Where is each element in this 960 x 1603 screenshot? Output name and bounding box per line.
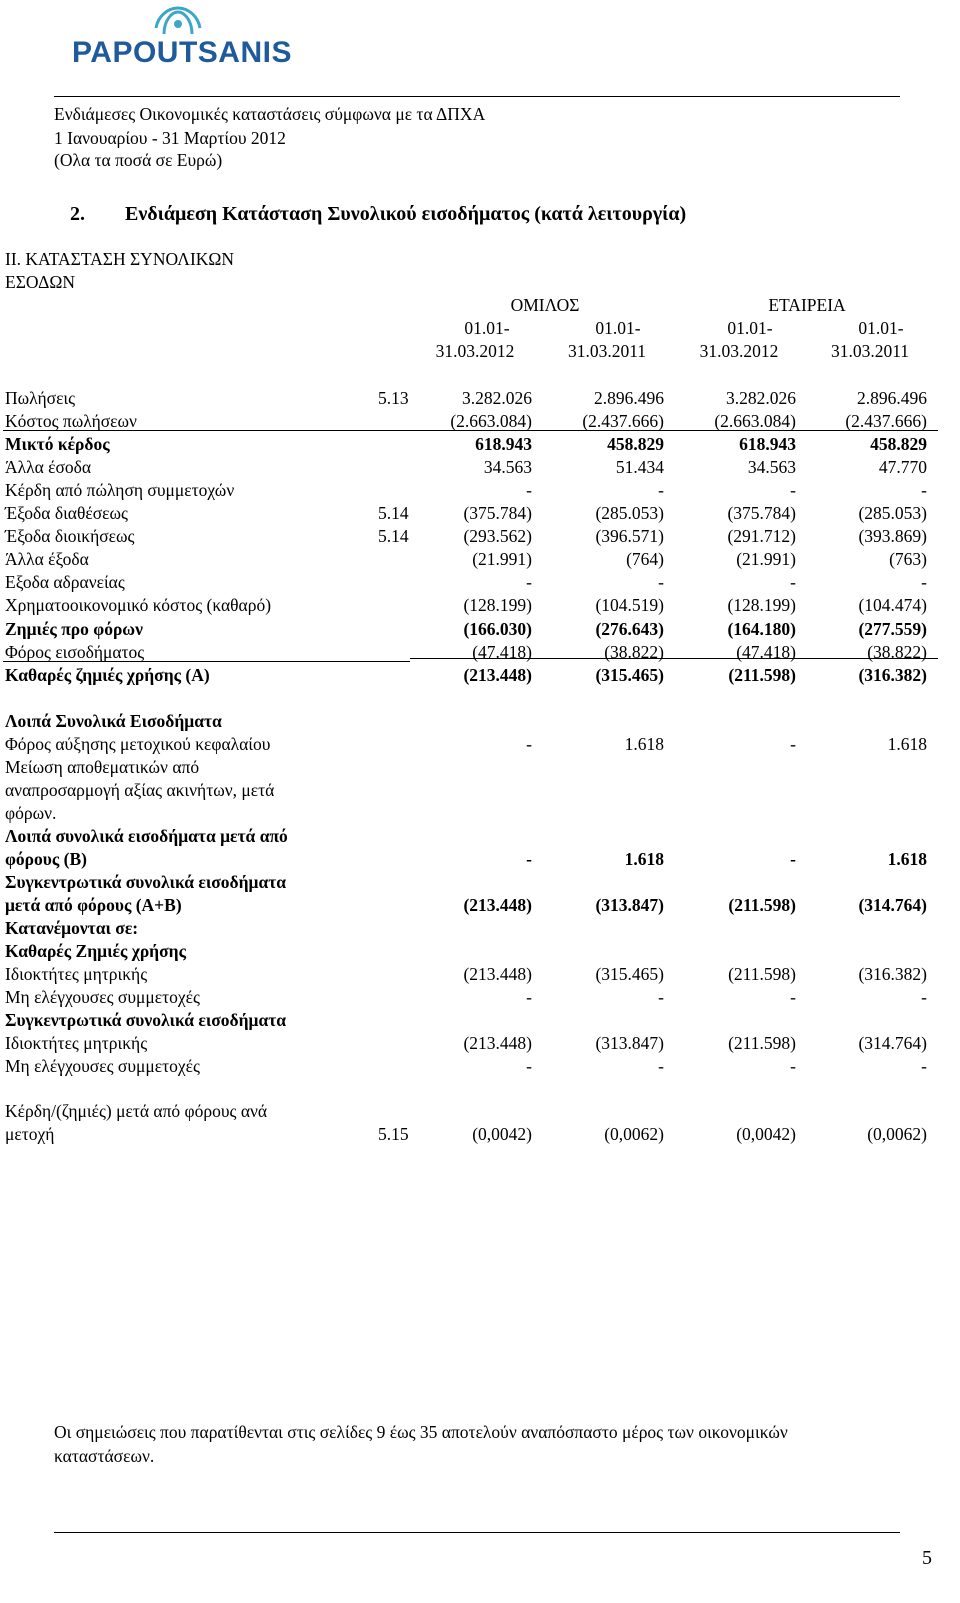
row-label: Έξοδα διαθέσεως bbox=[5, 503, 128, 523]
row-value-col3: - bbox=[790, 987, 796, 1007]
row-value-col4: (316.382) bbox=[858, 665, 927, 685]
row-value-col4: - bbox=[921, 987, 927, 1007]
row-value-col3: (375.784) bbox=[727, 503, 796, 523]
row-value-col4: 1.618 bbox=[887, 734, 927, 754]
row-value-col1: (213.448) bbox=[463, 964, 532, 984]
row-label: Χρηματοοικονομικό κόστος (καθαρό) bbox=[5, 595, 272, 615]
table-rule bbox=[3, 661, 410, 662]
col2-period-from: 01.01- bbox=[595, 318, 641, 338]
row-value-col2: (104.519) bbox=[595, 595, 664, 615]
row-value-col3: - bbox=[790, 1056, 796, 1076]
row-value-col3: (211.598) bbox=[728, 895, 796, 915]
row-value-col4: (0,0062) bbox=[867, 1124, 927, 1144]
row-value-col2: (396.571) bbox=[595, 526, 664, 546]
row-label: Συγκεντρωτικά συνολικά εισοδήματα bbox=[5, 1010, 287, 1030]
row-label: Συγκεντρωτικά συνολικά εισοδήματα bbox=[5, 872, 287, 892]
row-value-col4: (285.053) bbox=[858, 503, 927, 523]
row-value-col1: - bbox=[526, 480, 532, 500]
row-value-col2: (315.465) bbox=[595, 665, 664, 685]
row-value-col2: (0,0062) bbox=[604, 1124, 664, 1144]
row-label: Ιδιοκτήτες μητρικής bbox=[5, 964, 148, 984]
report-header-period: 1 Ιανουαρίου - 31 Μαρτίου 2012 bbox=[54, 128, 286, 148]
row-value-col3: - bbox=[790, 480, 796, 500]
row-value-col3: (211.598) bbox=[728, 1033, 796, 1053]
row-note: 5.14 bbox=[378, 526, 409, 546]
footnote-line1: Οι σημειώσεις που παρατίθενται στις σελίδες 9 έως 35 αποτελούν αναπόσπαστο μέρος των οικονομικών bbox=[54, 1422, 788, 1442]
row-value-col3: (164.180) bbox=[727, 619, 796, 639]
row-label: Καθαρές Ζημιές χρήσης bbox=[5, 941, 186, 961]
row-label: Φόρος εισοδήματος bbox=[5, 642, 145, 662]
row-label: φόρους (Β) bbox=[5, 849, 87, 869]
row-value-col4: (104.474) bbox=[858, 595, 927, 615]
row-value-col1: - bbox=[526, 572, 532, 592]
row-value-col3: (2.663.084) bbox=[714, 411, 796, 431]
row-value-col1: 618.943 bbox=[475, 434, 532, 454]
row-label: αναπροσαρμογή αξίας ακινήτων, μετά bbox=[5, 780, 275, 800]
row-value-col1: 34.563 bbox=[483, 457, 532, 477]
row-value-col4: (38.822) bbox=[867, 642, 927, 662]
row-label: Λοιπά συνολικά εισοδήματα μετά από bbox=[5, 826, 288, 846]
row-value-col4: 458.829 bbox=[870, 434, 927, 454]
row-value-col4: - bbox=[921, 480, 927, 500]
row-note: 5.15 bbox=[378, 1124, 409, 1144]
column-group-etaireia: ΕΤΑΙΡΕΙΑ bbox=[768, 295, 846, 315]
row-value-col2: (276.643) bbox=[595, 619, 664, 639]
row-value-col3: (211.598) bbox=[728, 964, 796, 984]
row-value-col1: - bbox=[526, 734, 532, 754]
row-value-col2: 1.618 bbox=[624, 734, 664, 754]
row-label: Μη ελέγχουσες συμμετοχές bbox=[5, 987, 200, 1007]
row-value-col1: (213.448) bbox=[463, 895, 532, 915]
row-value-col1: (213.448) bbox=[463, 665, 532, 685]
row-value-col1: - bbox=[526, 849, 532, 869]
page-number: 5 bbox=[922, 1547, 932, 1569]
row-label: Άλλα έσοδα bbox=[5, 457, 92, 477]
row-value-col2: 2.896.496 bbox=[594, 388, 664, 408]
row-value-col1: - bbox=[526, 1056, 532, 1076]
row-value-col4: 1.618 bbox=[887, 849, 927, 869]
row-value-col1: (47.418) bbox=[472, 642, 532, 662]
col4-period-from: 01.01- bbox=[858, 318, 904, 338]
row-value-col2: - bbox=[658, 987, 664, 1007]
col4-period-to: 31.03.2011 bbox=[830, 341, 910, 361]
row-value-col1: (293.562) bbox=[463, 526, 532, 546]
table-rule bbox=[3, 430, 938, 431]
row-label: Έξοδα διοικήσεως bbox=[5, 526, 135, 546]
row-label: Εξοδα αδρανείας bbox=[5, 572, 125, 592]
row-value-col1: (375.784) bbox=[463, 503, 532, 523]
row-value-col1: (21.991) bbox=[472, 549, 532, 569]
table-rule bbox=[410, 658, 938, 659]
column-group-omilos: ΟΜΙΛΟΣ bbox=[510, 295, 580, 315]
row-label: Λοιπά Συνολικά Εισοδήματα bbox=[5, 711, 222, 731]
row-value-col4: (314.764) bbox=[858, 895, 927, 915]
row-value-col1: - bbox=[526, 987, 532, 1007]
row-value-col1: (128.199) bbox=[463, 595, 532, 615]
report-header-currency: (Ολα τα ποσά σε Ευρώ) bbox=[54, 150, 223, 170]
row-label: μετοχή bbox=[5, 1124, 55, 1144]
row-label: μετά από φόρους (Α+Β) bbox=[5, 895, 182, 915]
row-label: Κέρδη/(ζημιές) μετά από φόρους ανά bbox=[5, 1101, 268, 1121]
row-label: Πωλήσεις bbox=[5, 388, 76, 408]
row-value-col3: (128.199) bbox=[727, 595, 796, 615]
col3-period-to: 31.03.2012 bbox=[699, 341, 779, 361]
row-label: Κόστος πωλήσεων bbox=[5, 411, 137, 431]
row-label: Καθαρές ζημιές χρήσης (Α) bbox=[5, 665, 210, 685]
row-value-col4: (763) bbox=[889, 549, 927, 569]
title-number: 2. bbox=[70, 203, 85, 225]
row-value-col3: 3.282.026 bbox=[726, 388, 796, 408]
col1-period-from: 01.01- bbox=[464, 318, 510, 338]
row-value-col2: - bbox=[658, 1056, 664, 1076]
row-label: Μη ελέγχουσες συμμετοχές bbox=[5, 1056, 200, 1076]
row-value-col4: (393.869) bbox=[858, 526, 927, 546]
section-heading-line2: ΕΣΟΔΩΝ bbox=[5, 272, 75, 292]
row-value-col3: (47.418) bbox=[736, 642, 796, 662]
row-value-col2: (315.465) bbox=[595, 964, 664, 984]
row-value-col2: (2.437.666) bbox=[582, 411, 664, 431]
row-value-col2: (313.847) bbox=[595, 1033, 664, 1053]
row-value-col2: (38.822) bbox=[604, 642, 664, 662]
footnote-line2: καταστάσεων. bbox=[54, 1446, 155, 1466]
col2-period-to: 31.03.2011 bbox=[567, 341, 647, 361]
col3-period-from: 01.01- bbox=[727, 318, 773, 338]
footer-divider bbox=[54, 1532, 900, 1533]
row-value-col2: (285.053) bbox=[595, 503, 664, 523]
row-value-col3: - bbox=[790, 849, 796, 869]
row-value-col1: 3.282.026 bbox=[462, 388, 532, 408]
row-value-col4: (314.764) bbox=[858, 1033, 927, 1053]
row-label: φόρων. bbox=[5, 803, 57, 823]
row-value-col2: 1.618 bbox=[624, 849, 664, 869]
row-value-col3: 618.943 bbox=[739, 434, 796, 454]
row-value-col1: (2.663.084) bbox=[450, 411, 532, 431]
row-value-col3: (21.991) bbox=[736, 549, 796, 569]
row-value-col1: (166.030) bbox=[463, 619, 532, 639]
row-value-col3: - bbox=[790, 572, 796, 592]
row-value-col3: (211.598) bbox=[728, 665, 796, 685]
row-label: Φόρος αύξησης μετοχικού κεφαλαίου bbox=[5, 734, 271, 754]
row-value-col3: (0,0042) bbox=[736, 1124, 796, 1144]
row-value-col4: (2.437.666) bbox=[845, 411, 927, 431]
row-value-col4: - bbox=[921, 1056, 927, 1076]
row-value-col2: - bbox=[658, 572, 664, 592]
row-value-col4: (277.559) bbox=[858, 619, 927, 639]
section-heading-line1: ΙΙ. ΚΑΤΑΣΤΑΣΗ ΣΥΝΟΛΙΚΩΝ bbox=[5, 249, 235, 269]
row-value-col3: (291.712) bbox=[727, 526, 796, 546]
logo-mark-icon bbox=[72, 4, 282, 40]
row-value-col1: (0,0042) bbox=[472, 1124, 532, 1144]
row-value-col2: - bbox=[658, 480, 664, 500]
row-value-col2: 458.829 bbox=[607, 434, 664, 454]
row-label: Μικτό κέρδος bbox=[5, 434, 110, 454]
row-label: Ιδιοκτήτες μητρικής bbox=[5, 1033, 148, 1053]
row-label: Μείωση αποθεματικών από bbox=[5, 757, 200, 777]
row-value-col4: 47.770 bbox=[878, 457, 927, 477]
brand-wordmark: PAPOUTSANIS bbox=[72, 36, 292, 69]
row-label: Άλλα έξοδα bbox=[5, 549, 89, 569]
row-value-col4: (316.382) bbox=[858, 964, 927, 984]
row-value-col4: - bbox=[921, 572, 927, 592]
statement-title bbox=[70, 203, 686, 226]
row-label: Κέρδη από πώληση συμμετοχών bbox=[5, 480, 235, 500]
row-value-col2: 51.434 bbox=[615, 457, 664, 477]
row-label: Ζημιές προ φόρων bbox=[5, 619, 143, 639]
row-note: 5.14 bbox=[378, 503, 409, 523]
row-value-col2: (313.847) bbox=[595, 895, 664, 915]
row-value-col2: (764) bbox=[626, 549, 664, 569]
row-label: Κατανέμονται σε: bbox=[5, 918, 139, 938]
header-divider bbox=[54, 96, 900, 97]
report-header-line1: Ενδιάμεσες Οικονομικές καταστάσεις σύμφωνα με τα ΔΠΧΑ bbox=[54, 104, 486, 124]
col1-period-to: 31.03.2012 bbox=[435, 341, 515, 361]
row-value-col3: - bbox=[790, 734, 796, 754]
row-note: 5.13 bbox=[378, 388, 409, 408]
row-value-col3: 34.563 bbox=[747, 457, 796, 477]
row-value-col1: (213.448) bbox=[463, 1033, 532, 1053]
row-value-col4: 2.896.496 bbox=[857, 388, 927, 408]
title-text: Ενδιάμεση Κατάσταση Συνολικού εισοδήματος (κατά λειτουργία) bbox=[125, 203, 687, 225]
